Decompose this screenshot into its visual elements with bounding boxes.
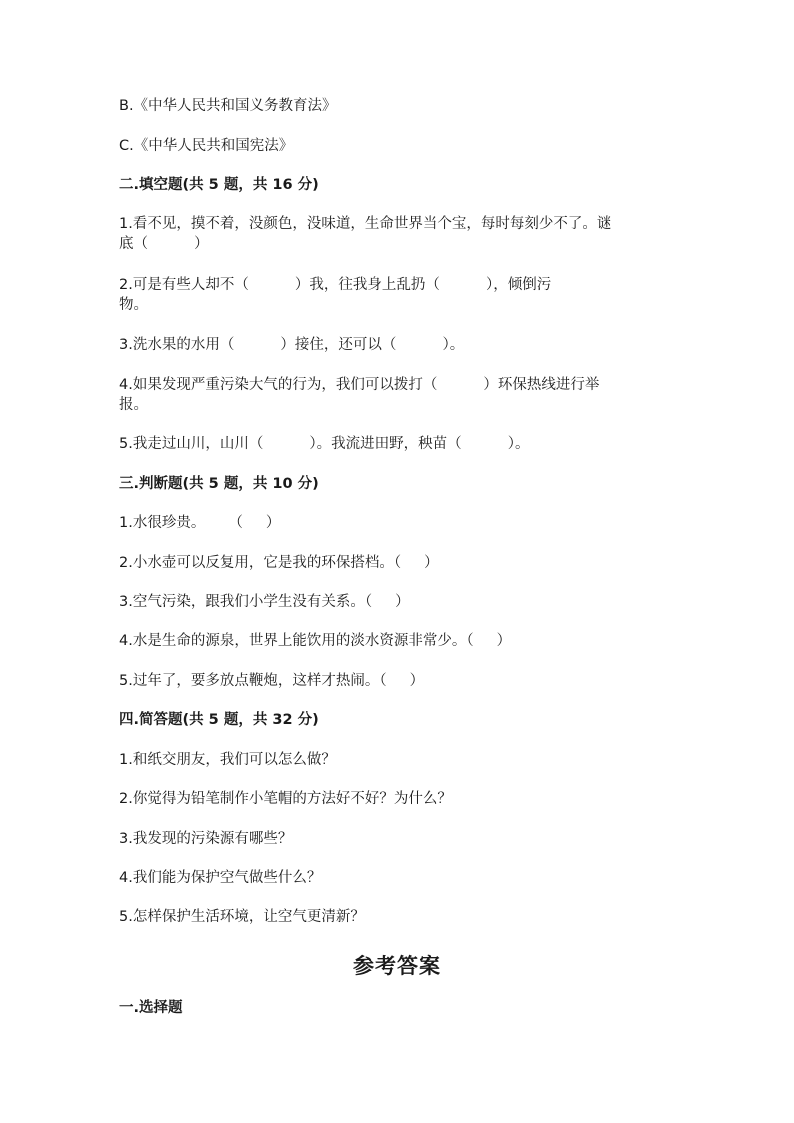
answer-title: 参考答案	[353, 953, 441, 978]
judgment-q2: 2.小水壶可以反复用，它是我的环保搭档。（ ）	[119, 555, 439, 571]
fill-blank-q1-line2: 底（ ）	[119, 236, 209, 252]
fill-blank-heading: 二.填空题(共 5 题，共 16 分)	[119, 177, 319, 193]
fill-blank-q2-line2: 物。	[119, 297, 148, 313]
answer-section-1-heading: 一.选择题	[119, 1000, 183, 1016]
short-answer-q3: 3.我发现的污染源有哪些？	[119, 831, 293, 847]
fill-blank-q4-line1: 4.如果发现严重污染大气的行为，我们可以拨打（ ）环保热线进行举	[119, 377, 600, 393]
judgment-heading: 三.判断题(共 5 题，共 10 分)	[119, 476, 319, 492]
judgment-q4: 4.水是生命的源泉，世界上能饮用的淡水资源非常少。（ ）	[119, 633, 512, 649]
option-c: C.《中华人民共和国宪法》	[119, 138, 294, 154]
judgment-q5: 5.过年了，要多放点鞭炮，这样才热闹。（ ）	[119, 673, 425, 689]
judgment-q3: 3.空气污染，跟我们小学生没有关系。（ ）	[119, 594, 410, 610]
fill-blank-q5: 5.我走过山川，山川（ ）。我流进田野，秧苗（ ）。	[119, 436, 530, 452]
short-answer-q4: 4.我们能为保护空气做些什么？	[119, 870, 322, 886]
short-answer-q2: 2.你觉得为铅笔制作小笔帽的方法好不好？为什么？	[119, 791, 452, 807]
fill-blank-q2-line1: 2.可是有些人却不（ ）我，往我身上乱扔（ ），倾倒污	[119, 277, 552, 293]
fill-blank-q1-line1: 1.看不见，摸不着，没颜色，没味道，生命世界当个宝，每时每刻少不了。谜	[119, 216, 612, 232]
short-answer-heading: 四.简答题(共 5 题，共 32 分)	[119, 712, 319, 728]
fill-blank-q4-line2: 报。	[119, 397, 148, 413]
fill-blank-q3: 3.洗水果的水用（ ）接住，还可以（ ）。	[119, 337, 465, 353]
short-answer-q1: 1.和纸交朋友，我们可以怎么做？	[119, 752, 336, 768]
judgment-q1: 1.水很珍贵。 （ ）	[119, 515, 281, 531]
option-b: B.《中华人民共和国义务教育法》	[119, 98, 337, 114]
short-answer-q5: 5.怎样保护生活环境，让空气更清新？	[119, 909, 365, 925]
